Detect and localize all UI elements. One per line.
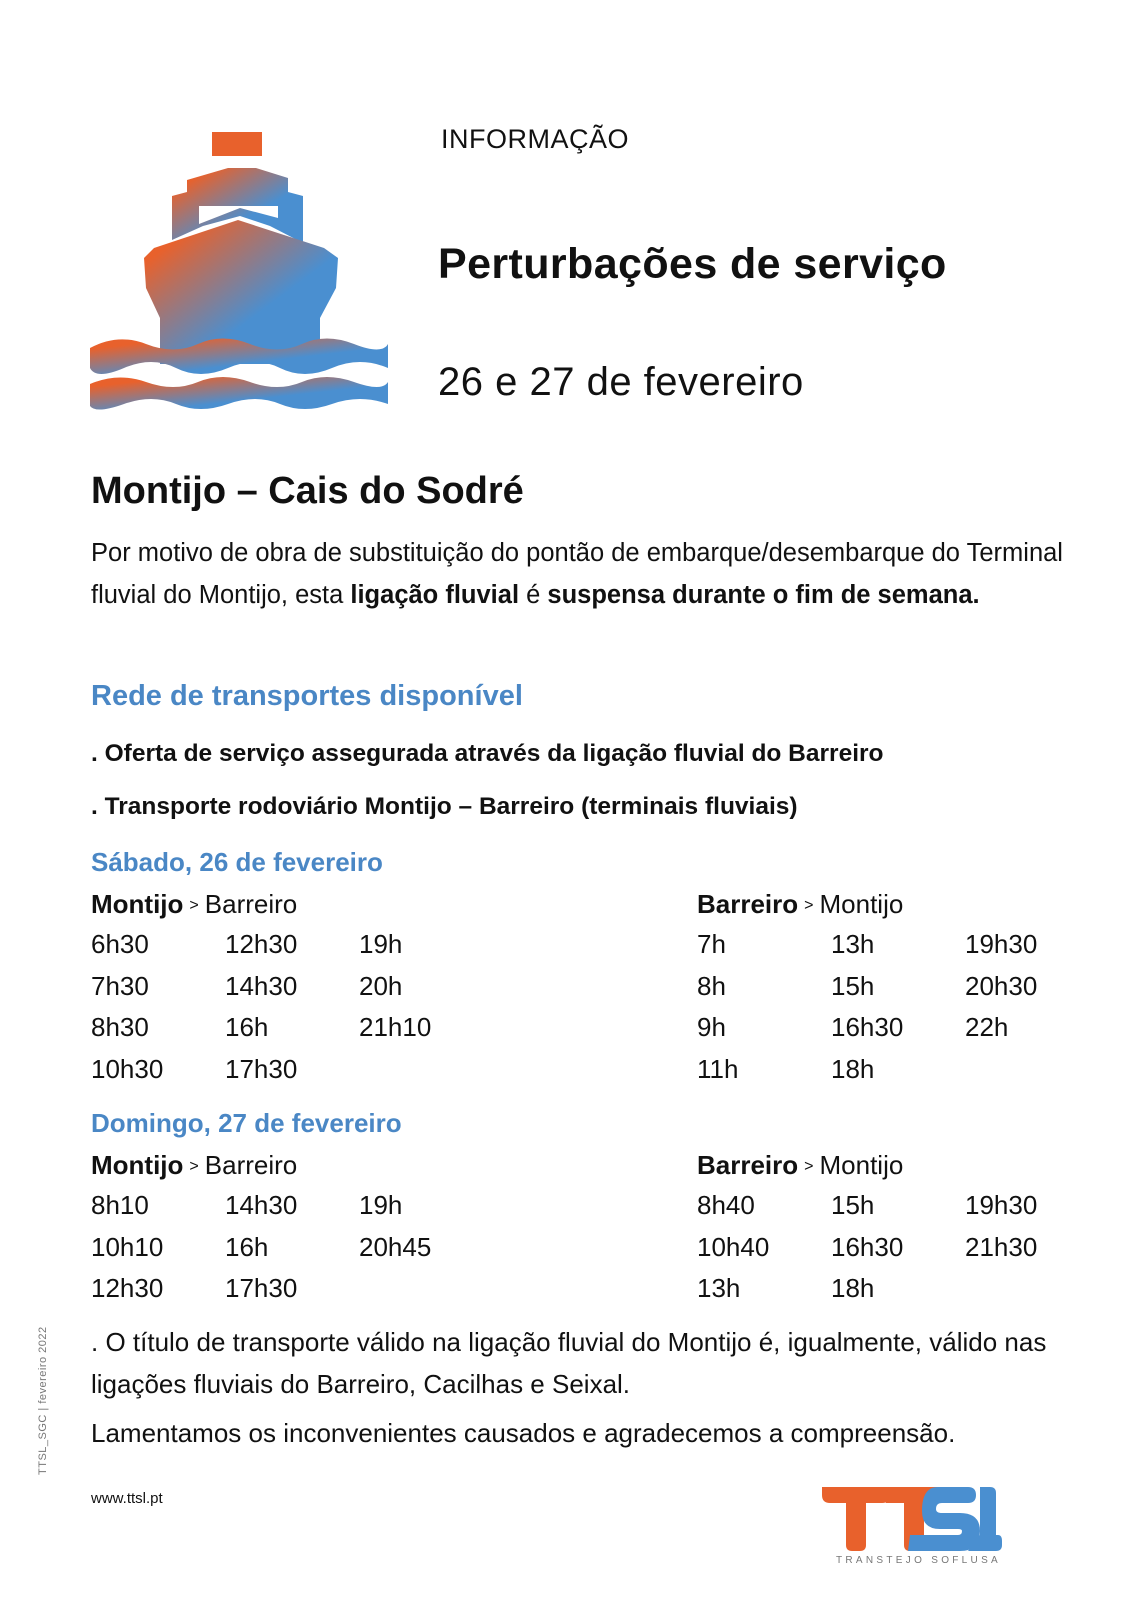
- direction-label: Barreiro > Montijo: [697, 889, 904, 919]
- route-title: Montijo – Cais do Sodré: [91, 470, 524, 512]
- departure-time: 20h: [359, 970, 403, 1001]
- bullet-item: . Oferta de serviço assegurada através da ligação fluvial do Barreiro: [91, 740, 884, 767]
- departure-time: [965, 1268, 1099, 1310]
- ticket-validity-note: . O título de transporte válido na ligação fluvial do Montijo é, igualmente, válido nas ligações fluviais do Barreiro, Cacilhas e Seixal.: [91, 1327, 1047, 1399]
- timetable-saturday-montijo-barreiro: [91, 924, 493, 1090]
- departure-time: [965, 1049, 1099, 1091]
- departure-time: 8h: [697, 970, 726, 1001]
- departure-time: 16h: [225, 1231, 269, 1262]
- departure-time: 11h: [697, 1053, 739, 1084]
- timetable-sunday-montijo-barreiro: [91, 1185, 493, 1310]
- departure-time: 16h30: [831, 1012, 904, 1042]
- departure-time: 21h30: [965, 1231, 1038, 1262]
- departure-time: 20h30: [965, 970, 1038, 1001]
- departure-time: 19h30: [965, 1190, 1038, 1220]
- departure-time: 19h: [359, 1190, 403, 1220]
- direction-label: Barreiro > Montijo: [697, 1150, 904, 1180]
- network-heading: Rede de transportes disponível: [91, 680, 523, 712]
- logo-subtitle: TRANSTEJO SOFLUSA: [836, 1555, 1002, 1566]
- departure-time: 22h: [965, 1012, 1009, 1042]
- date-range: 26 e 27 de fevereiro: [438, 360, 804, 404]
- document-reference: TTSL_SGC | fevereiro 2022: [37, 1326, 49, 1475]
- departure-time: 19h30: [965, 929, 1038, 959]
- departure-time: 16h: [225, 1012, 269, 1042]
- departure-time: 16h30: [831, 1231, 904, 1262]
- bullet-item: . Transporte rodoviário Montijo – Barreiro (terminais fluviais): [91, 793, 798, 820]
- departure-time: 8h10: [91, 1190, 149, 1220]
- departure-time: 10h40: [697, 1231, 770, 1262]
- departure-time: 15h: [831, 1190, 875, 1220]
- departure-time: 13h: [697, 1273, 741, 1303]
- website-link[interactable]: www.ttsl.pt: [91, 1490, 163, 1507]
- departure-time: 12h30: [225, 929, 298, 959]
- disruption-description: Por motivo de obra de substituição do pontão de embarque/desembarque do Terminal fluvial do Montijo, esta ligação fluvial é suspensa durante o fim de semana.: [91, 539, 1063, 609]
- timetable-sunday-barreiro-montijo: [697, 1185, 1099, 1310]
- departure-time: 9h: [697, 1012, 726, 1042]
- departure-time: 20h45: [359, 1231, 432, 1262]
- departure-time: 17h30: [225, 1053, 298, 1084]
- ferry-boat-icon: [88, 128, 390, 414]
- departure-time: [359, 1268, 493, 1310]
- departure-time: 18h: [831, 1053, 875, 1084]
- departure-time: 21h10: [359, 1012, 432, 1042]
- apology-text: Lamentamos os inconvenientes causados e agradecemos a compreensão.: [91, 1418, 956, 1448]
- sunday-heading: Domingo, 27 de fevereiro: [91, 1108, 402, 1138]
- departure-time: 13h: [831, 929, 875, 959]
- departure-time: 19h: [359, 929, 403, 959]
- departure-time: 10h10: [91, 1231, 164, 1262]
- departure-time: 14h30: [225, 970, 298, 1001]
- direction-label: Montijo > Barreiro: [91, 1150, 298, 1180]
- departure-time: 7h30: [91, 970, 149, 1001]
- departure-time: 12h30: [91, 1273, 164, 1303]
- departure-time: 17h30: [225, 1273, 298, 1303]
- departure-time: [359, 1049, 493, 1091]
- departure-time: 8h40: [697, 1190, 755, 1220]
- direction-label: Montijo > Barreiro: [91, 889, 298, 919]
- departure-time: 6h30: [91, 929, 149, 959]
- timetable-saturday-barreiro-montijo: [697, 924, 1099, 1090]
- kicker-label: INFORMAÇÃO: [441, 124, 630, 154]
- departure-time: 15h: [831, 970, 875, 1001]
- departure-time: 14h30: [225, 1190, 298, 1220]
- departure-time: 8h30: [91, 1012, 149, 1042]
- departure-time: 18h: [831, 1273, 875, 1303]
- departure-time: 10h30: [91, 1053, 164, 1084]
- departure-time: 7h: [697, 929, 726, 959]
- page-title: Perturbações de serviço: [438, 240, 947, 288]
- saturday-heading: Sábado, 26 de fevereiro: [91, 847, 383, 877]
